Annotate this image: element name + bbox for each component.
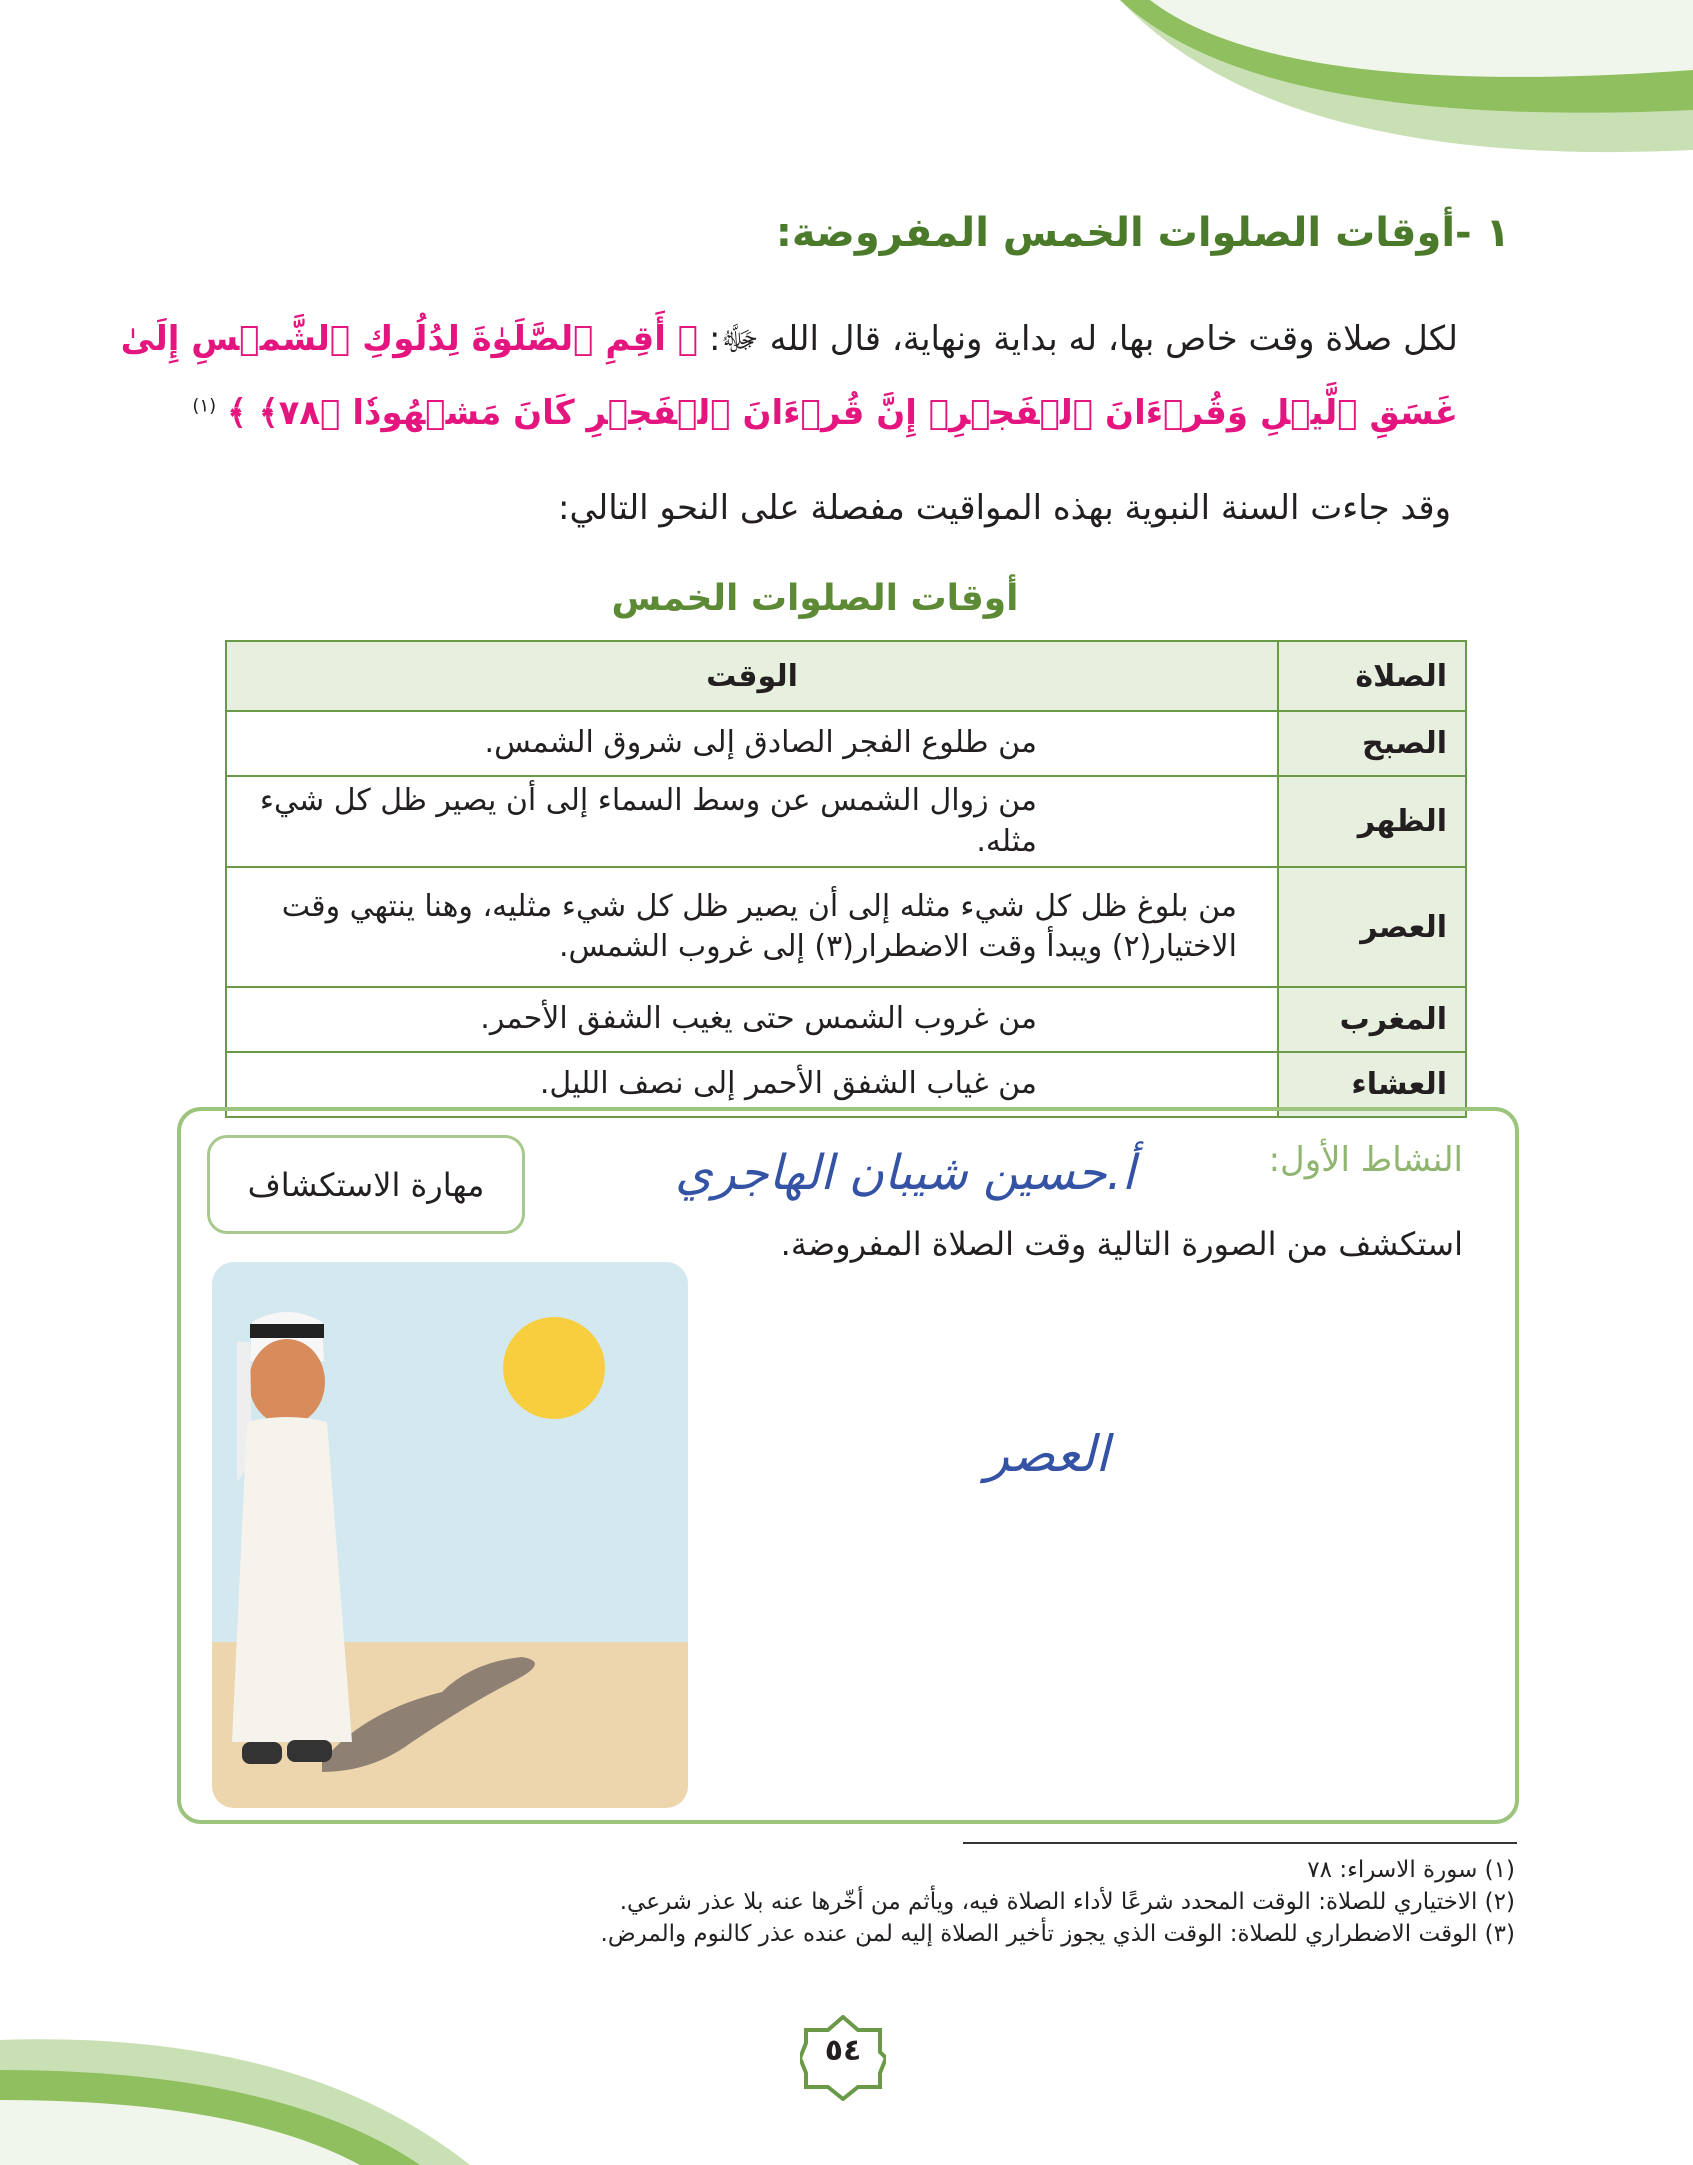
- page-number-badge: [800, 2015, 886, 2101]
- page-number: ٥٤: [824, 2033, 862, 2068]
- section-heading: ١ -أوقات الصلوات الخمس المفروضة:: [775, 210, 1510, 256]
- prayer-name: العصر: [1278, 867, 1466, 987]
- table-row: [226, 987, 1466, 1052]
- bottom-left-decoration: [0, 2010, 470, 2165]
- activity-instruction: استكشف من الصورة التالية وقت الصلاة المفروضة.: [780, 1225, 1463, 1263]
- intro-line-1: [121, 318, 1458, 367]
- activity-label: النشاط الأول:: [1268, 1140, 1463, 1180]
- top-right-decoration: [1080, 0, 1693, 180]
- prayer-time: من زوال الشمس عن وسط السماء إلى أن يصير ظل كل شيء مثله.: [226, 776, 1278, 867]
- prayer-times-table: [225, 640, 1467, 1118]
- quran-verse-part-2: غَسَقِ ٱلَّيۡلِ وَقُرۡءَانَ ٱلۡفَجۡرِۖ إِنَّ قُرۡءَانَ ٱلۡفَجۡرِ كَانَ مَشۡهُودٗا ﴿٧٨﴾ ﴾: [226, 393, 1458, 433]
- prayer-name: المغرب: [1278, 987, 1466, 1052]
- intro-line-2: [192, 392, 1458, 433]
- footnote-2: (٢) الاختياري للصلاة: الوقت المحدد شرعًا لأداء الصلاة فيه، ويأثم من أخّرها عنه بلا عذر شرعي.: [619, 1889, 1515, 1915]
- prayer-time: من غروب الشمس حتى يغيب الشفق الأحمر.: [226, 987, 1278, 1052]
- footnote-3: (٣) الوقت الاضطراري للصلاة: الوقت الذي يجوز تأخير الصلاة إليه لمن عنده عذر كالنوم والمرض.: [600, 1921, 1515, 1947]
- teacher-name-handwritten: أ.حسين شيبان الهاجري: [675, 1145, 1136, 1201]
- table-title: أوقات الصلوات الخمس: [611, 578, 1019, 619]
- intro-line-3: وقد جاءت السنة النبوية بهذه المواقيت مفصلة على النحو التالي:: [558, 488, 1451, 528]
- prayer-name: الصبح: [1278, 711, 1466, 776]
- footnote-ref-1: (١): [192, 395, 217, 417]
- afternoon-shadow-illustration: [212, 1262, 688, 1808]
- prayer-name: العشاء: [1278, 1052, 1466, 1117]
- prayer-time: من طلوع الفجر الصادق إلى شروق الشمس.: [226, 711, 1278, 776]
- table-row: [226, 776, 1466, 867]
- footnote-1: (١) سورة الاسراء: ٧٨: [1307, 1857, 1515, 1883]
- prayer-time: من بلوغ ظل كل شيء مثله إلى أن يصير ظل كل شيء مثليه، وهنا ينتهي وقت الاختيار(٢) ويبدأ وقت الاضطرار(٣) إلى غروب الشمس.: [226, 867, 1278, 987]
- header-time: الوقت: [226, 641, 1278, 711]
- quran-verse-part-1: ﴿ أَقِمِ ٱلصَّلَوٰةَ لِدُلُوكِ ٱلشَّمۡسِ إِلَىٰ: [120, 319, 699, 359]
- skill-badge: مهارة الاستكشاف: [207, 1135, 525, 1234]
- footnote-divider: [963, 1842, 1517, 1844]
- activity-answer-handwritten: العصر: [985, 1425, 1110, 1483]
- prayer-name: الظهر: [1278, 776, 1466, 867]
- sun-icon: [503, 1317, 605, 1419]
- prayer-time: من غياب الشفق الأحمر إلى نصف الليل.: [226, 1052, 1278, 1117]
- header-prayer: الصلاة: [1278, 641, 1466, 711]
- table-row: [226, 711, 1466, 776]
- table-row: [226, 867, 1466, 987]
- intro-text: لكل صلاة وقت خاص بها، له بداية ونهاية، قال الله ﷻ:: [709, 319, 1458, 359]
- table-header-row: [226, 641, 1466, 711]
